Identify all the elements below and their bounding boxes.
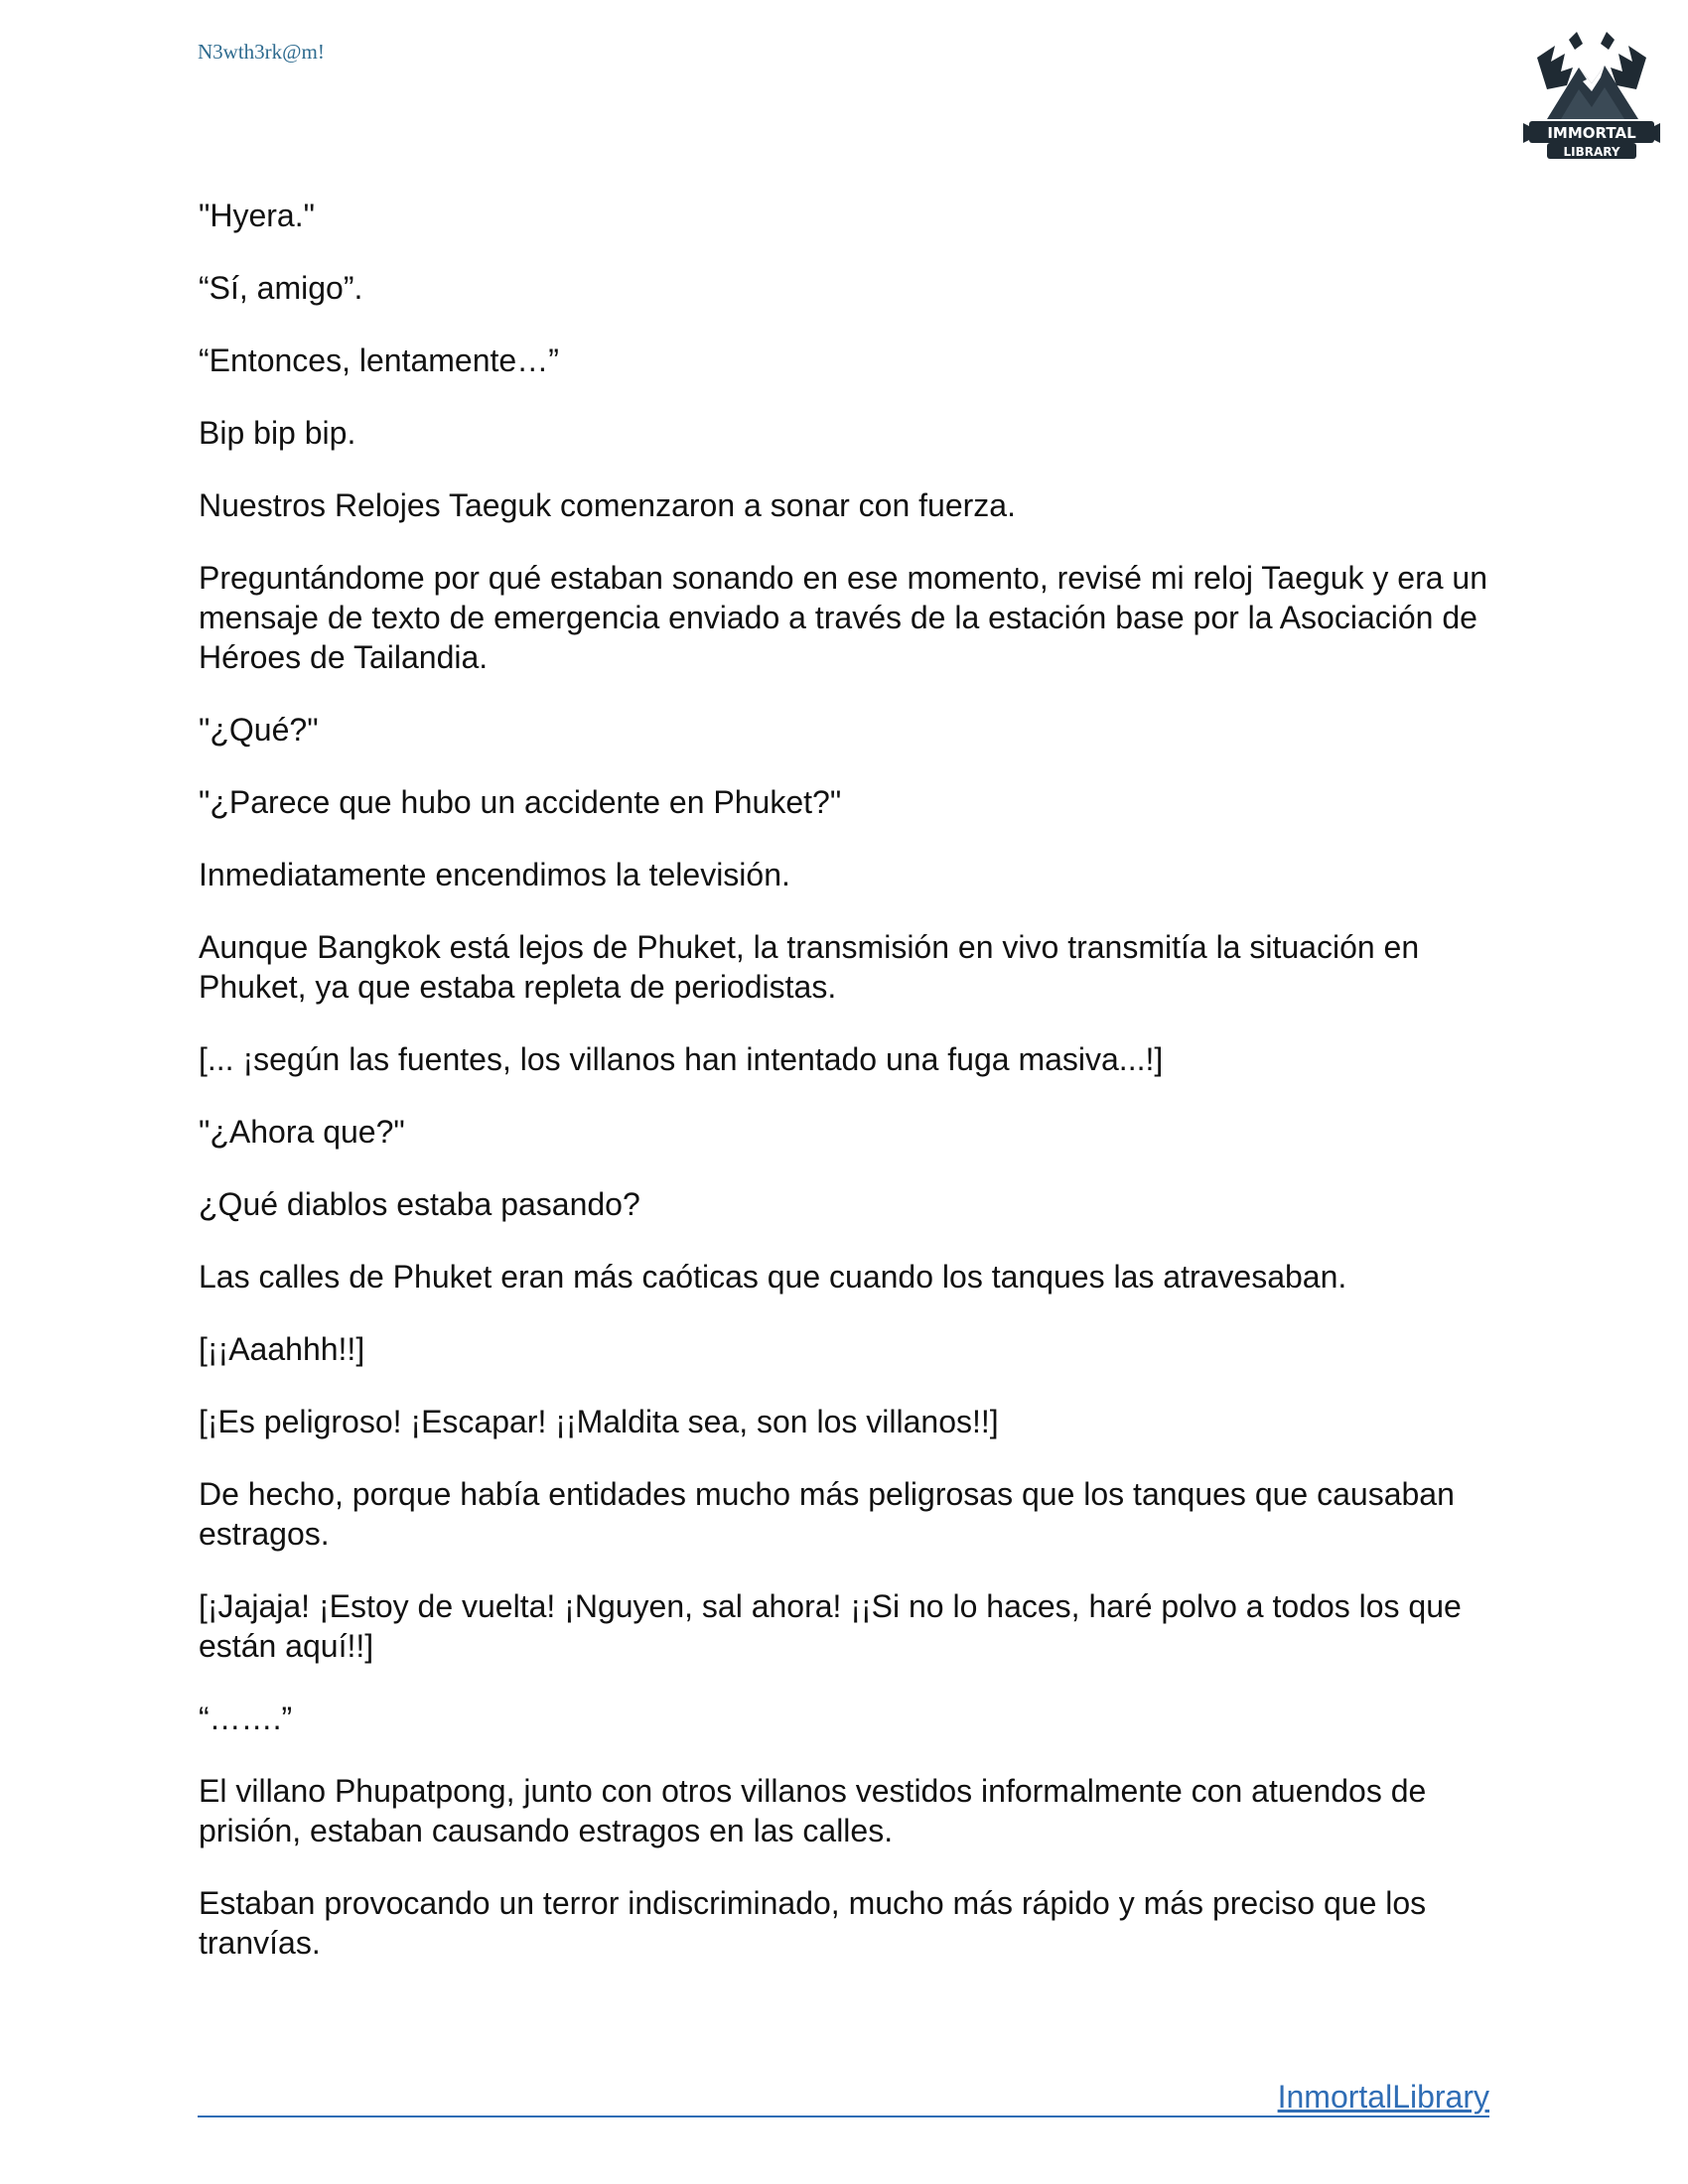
- svg-text:LIBRARY: LIBRARY: [1563, 145, 1620, 159]
- paragraph: Preguntándome por qué estaban sonando en ese momento, revisé mi reloj Taeguk y era un mensaje de texto de emergencia enviado a través de la estación base por la Asociación de Héroes de Tailandia.: [199, 560, 1487, 675]
- paragraph: Aunque Bangkok está lejos de Phuket, la transmisión en vivo transmitía la situación en Phuket, ya que estaba repleta de periodistas.: [199, 929, 1420, 1005]
- immortal-library-logo: [1517, 28, 1666, 167]
- paragraph: El villano Phupatpong, junto con otros villanos vestidos informalmente con atuendos de prisión, estaban causando estragos en las calles.: [199, 1773, 1427, 1848]
- paragraph: Estaban provocando un terror indiscriminado, mucho más rápido y más preciso que los tranvías.: [199, 1885, 1427, 1961]
- chapter-body: [199, 196, 1489, 1995]
- paragraph: “…….”: [199, 1701, 293, 1736]
- header-author: N3wth3rk@m!: [198, 40, 325, 64]
- paragraph: “Sí, amigo”.: [199, 270, 363, 306]
- paragraph: De hecho, porque había entidades mucho más peligrosas que los tanques que causaban estragos.: [199, 1476, 1455, 1552]
- paragraph: [... ¡según las fuentes, los villanos han intentado una fuga masiva...!]: [199, 1041, 1164, 1077]
- paragraph: ¿Qué diablos estaba pasando?: [199, 1186, 640, 1222]
- paragraph: Bip bip bip.: [199, 415, 356, 451]
- paragraph: Nuestros Relojes Taeguk comenzaron a sonar con fuerza.: [199, 487, 1016, 523]
- paragraph: “Entonces, lentamente…”: [199, 342, 559, 378]
- paragraph: "¿Qué?": [199, 712, 319, 748]
- svg-text:IMMORTAL: IMMORTAL: [1547, 124, 1636, 142]
- paragraph: Las calles de Phuket eran más caóticas que cuando los tanques las atravesaban.: [199, 1259, 1347, 1295]
- paragraph: [¡Jajaja! ¡Estoy de vuelta! ¡Nguyen, sal ahora! ¡¡Si no lo haces, haré polvo a todos los que están aquí!!]: [199, 1588, 1462, 1664]
- paragraph: "Hyera.": [199, 198, 315, 233]
- dragon-mountain-crest-icon: [1517, 28, 1666, 167]
- footer-library-link[interactable]: InmortalLibrary: [1277, 2079, 1489, 2115]
- paragraph: "¿Ahora que?": [199, 1114, 405, 1150]
- paragraph: [¡¡Aaahhh!!]: [199, 1331, 365, 1367]
- footer-divider: [198, 2116, 1489, 2117]
- paragraph: "¿Parece que hubo un accidente en Phuket?": [199, 784, 842, 820]
- paragraph: Inmediatamente encendimos la televisión.: [199, 857, 790, 892]
- paragraph: [¡Es peligroso! ¡Escapar! ¡¡Maldita sea, son los villanos!!]: [199, 1404, 999, 1439]
